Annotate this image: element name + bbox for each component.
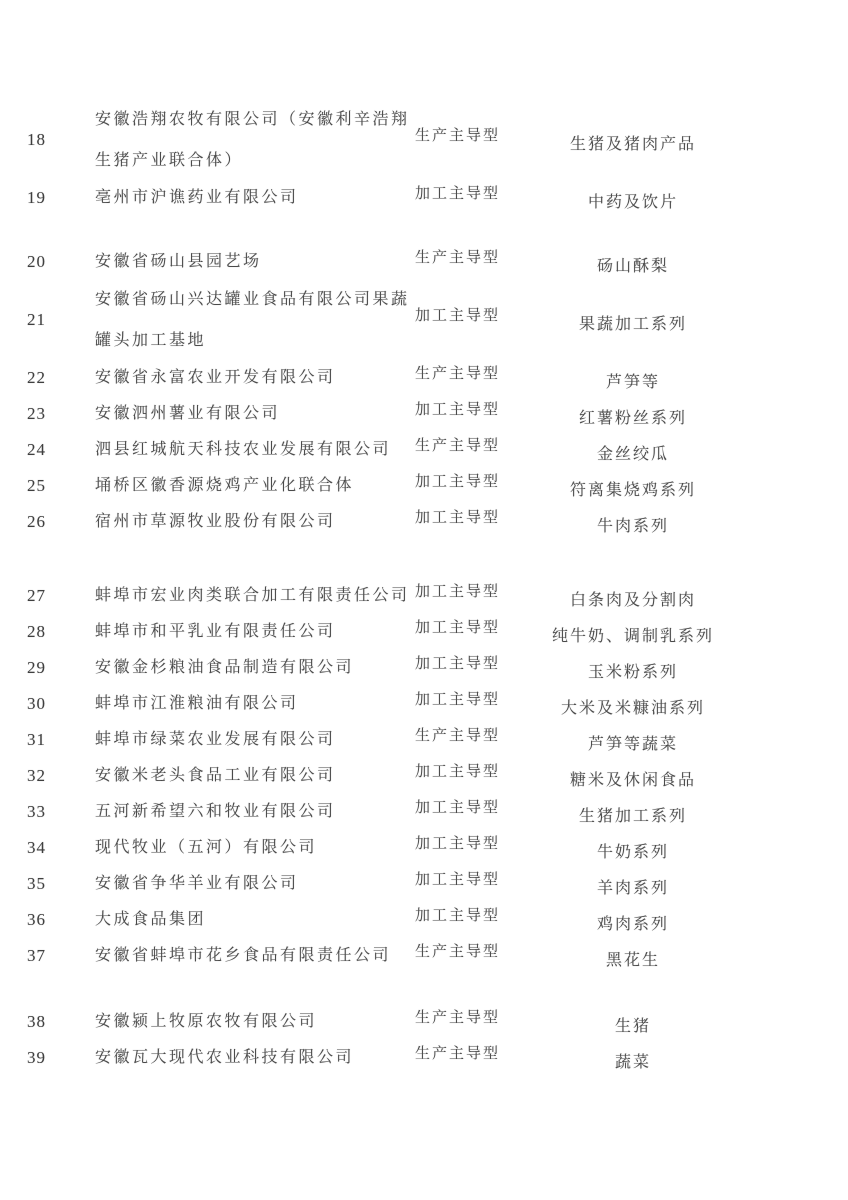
row-number: 19 — [27, 188, 46, 207]
product-label: 大米及米糠油系列 — [560, 699, 705, 717]
product-label: 糖米及休闲食品 — [569, 771, 696, 789]
row-number: 26 — [27, 512, 46, 531]
product-label: 金丝绞瓜 — [596, 445, 669, 463]
table-row — [0, 100, 848, 180]
company-name: 泗县红城航天科技农业发展有限公司 — [95, 441, 392, 458]
type-label: 加工主导型 — [415, 185, 501, 202]
type-label: 加工主导型 — [415, 655, 501, 672]
company-name: 安徽米老头食品工业有限公司 — [95, 767, 336, 784]
company-name: 安徽省争华羊业有限公司 — [95, 875, 299, 892]
type-label: 加工主导型 — [415, 835, 501, 852]
type-label: 生产主导型 — [415, 943, 501, 960]
company-name: 蚌埠市和平乳业有限责任公司 — [95, 623, 336, 640]
type-label: 加工主导型 — [415, 871, 501, 888]
type-label: 生产主导型 — [415, 1045, 501, 1062]
row-number: 20 — [27, 252, 46, 271]
table-row — [0, 650, 848, 686]
company-name: 安徽浩翔农牧有限公司（安徽利辛浩翔生猪产业联合体） — [95, 111, 410, 169]
type-label: 加工主导型 — [415, 401, 501, 418]
company-name: 五河新希望六和牧业有限公司 — [95, 803, 336, 820]
row-number: 31 — [27, 730, 46, 749]
table-section — [0, 244, 848, 540]
product-label: 果蔬加工系列 — [578, 315, 687, 333]
product-label: 生猪加工系列 — [578, 807, 687, 825]
product-label: 黑花生 — [605, 951, 660, 969]
row-number: 18 — [27, 130, 46, 149]
table-row — [0, 180, 848, 216]
table-section — [0, 1004, 848, 1076]
row-number: 21 — [27, 310, 46, 329]
type-label: 加工主导型 — [415, 691, 501, 708]
type-label: 生产主导型 — [415, 249, 501, 266]
row-number: 33 — [27, 802, 46, 821]
table-row — [0, 280, 848, 360]
type-label: 生产主导型 — [415, 1009, 501, 1026]
table-row — [0, 504, 848, 540]
row-number: 32 — [27, 766, 46, 785]
row-number: 37 — [27, 946, 46, 965]
type-label: 加工主导型 — [415, 619, 501, 636]
table-row — [0, 794, 848, 830]
row-number: 30 — [27, 694, 46, 713]
product-label: 玉米粉系列 — [587, 663, 678, 681]
company-name: 蚌埠市江淮粮油有限公司 — [95, 695, 299, 712]
company-name: 大成食品集团 — [95, 911, 207, 928]
row-number: 34 — [27, 838, 46, 857]
table-row — [0, 758, 848, 794]
company-name: 蚌埠市宏业肉类联合加工有限责任公司 — [95, 587, 410, 604]
table-row — [0, 830, 848, 866]
type-label: 加工主导型 — [415, 583, 501, 600]
row-number: 29 — [27, 658, 46, 677]
company-name: 亳州市沪谯药业有限公司 — [95, 189, 299, 206]
product-label: 牛奶系列 — [596, 843, 669, 861]
type-label: 加工主导型 — [415, 799, 501, 816]
company-name: 安徽省永富农业开发有限公司 — [95, 369, 336, 386]
company-table — [0, 100, 848, 1076]
company-name: 安徽颍上牧原农牧有限公司 — [95, 1013, 318, 1030]
product-label: 芦笋等蔬菜 — [587, 735, 678, 753]
row-number: 36 — [27, 910, 46, 929]
table-row — [0, 578, 848, 614]
table-row — [0, 866, 848, 902]
type-label: 加工主导型 — [415, 307, 501, 324]
type-label: 加工主导型 — [415, 907, 501, 924]
table-row — [0, 468, 848, 504]
product-label: 砀山酥梨 — [596, 257, 669, 275]
type-label: 生产主导型 — [415, 727, 501, 744]
product-label: 蔬菜 — [614, 1053, 651, 1071]
product-label: 白条肉及分割肉 — [569, 591, 696, 609]
product-label: 牛肉系列 — [596, 517, 669, 535]
company-name: 蚌埠市绿菜农业发展有限公司 — [95, 731, 336, 748]
company-name: 安徽省砀山县园艺场 — [95, 253, 262, 270]
company-name: 安徽瓦大现代农业科技有限公司 — [95, 1049, 355, 1066]
company-name: 安徽省砀山兴达罐业食品有限公司果蔬罐头加工基地 — [95, 291, 410, 349]
row-number: 24 — [27, 440, 46, 459]
row-number: 25 — [27, 476, 46, 495]
company-name: 安徽泗州薯业有限公司 — [95, 405, 281, 422]
table-row — [0, 614, 848, 650]
company-name: 埇桥区徽香源烧鸡产业化联合体 — [95, 477, 355, 494]
row-number: 28 — [27, 622, 46, 641]
table-row — [0, 432, 848, 468]
row-number: 23 — [27, 404, 46, 423]
product-label: 生猪 — [614, 1017, 651, 1035]
table-row — [0, 686, 848, 722]
table-row — [0, 396, 848, 432]
product-label: 鸡肉系列 — [596, 915, 669, 933]
product-label: 符离集烧鸡系列 — [569, 481, 696, 499]
table-section — [0, 100, 848, 216]
row-number: 27 — [27, 586, 46, 605]
row-number: 35 — [27, 874, 46, 893]
product-label: 生猪及猪肉产品 — [569, 135, 696, 153]
table-row — [0, 1040, 848, 1076]
company-name: 现代牧业（五河）有限公司 — [95, 839, 318, 856]
table-row — [0, 244, 848, 280]
company-name: 安徽省蚌埠市花乡食品有限责任公司 — [95, 947, 392, 964]
type-label: 生产主导型 — [415, 127, 501, 144]
product-label: 纯牛奶、调制乳系列 — [551, 627, 714, 645]
row-number: 22 — [27, 368, 46, 387]
row-number: 39 — [27, 1048, 46, 1067]
table-row — [0, 938, 848, 974]
table-row — [0, 360, 848, 396]
product-label: 芦笋等 — [605, 373, 660, 391]
table-section — [0, 578, 848, 974]
type-label: 生产主导型 — [415, 437, 501, 454]
row-number: 38 — [27, 1012, 46, 1031]
product-label: 羊肉系列 — [596, 879, 669, 897]
company-name: 安徽金杉粮油食品制造有限公司 — [95, 659, 355, 676]
table-row — [0, 1004, 848, 1040]
type-label: 加工主导型 — [415, 763, 501, 780]
type-label: 生产主导型 — [415, 365, 501, 382]
product-label: 红薯粉丝系列 — [578, 409, 687, 427]
type-label: 加工主导型 — [415, 509, 501, 526]
company-name: 宿州市草源牧业股份有限公司 — [95, 513, 336, 530]
table-row — [0, 722, 848, 758]
product-label: 中药及饮片 — [587, 193, 678, 211]
table-row — [0, 902, 848, 938]
type-label: 加工主导型 — [415, 473, 501, 490]
